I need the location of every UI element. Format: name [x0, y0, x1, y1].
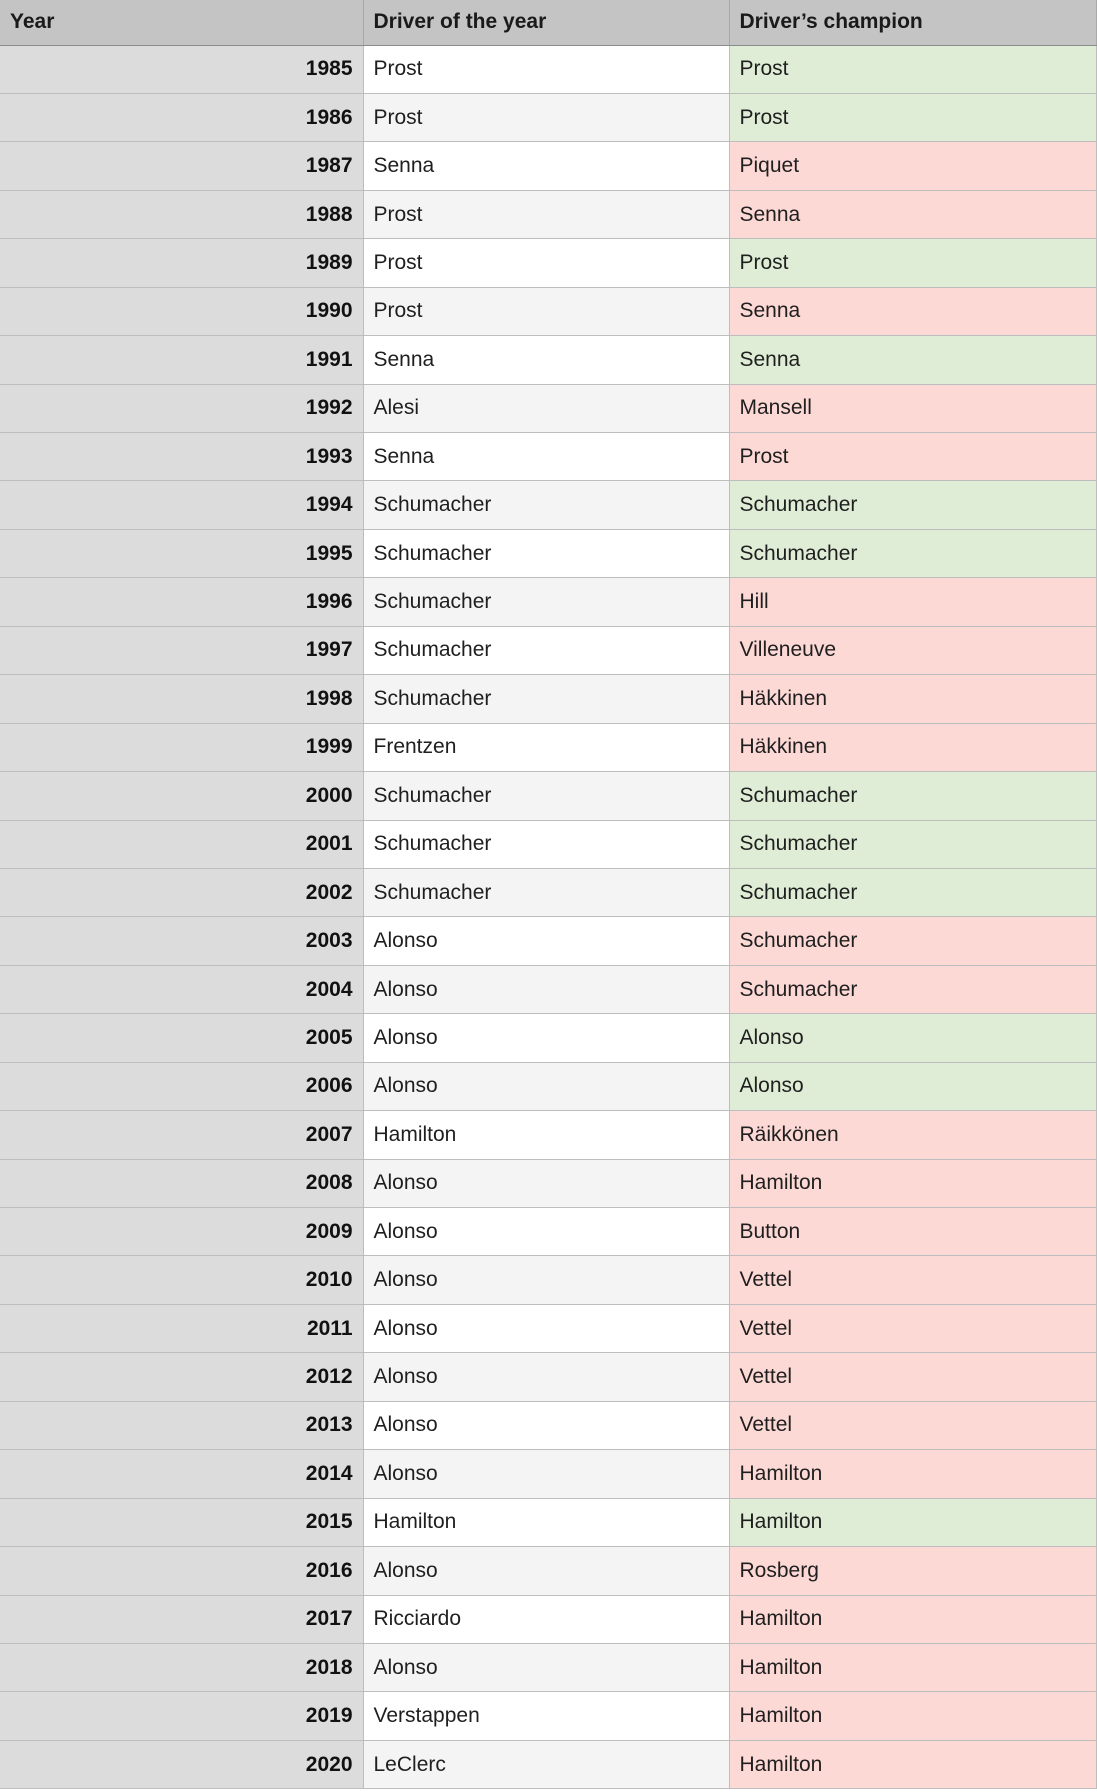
driver-of-year-cell[interactable]: Hamilton	[363, 1498, 729, 1546]
year-cell[interactable]: 1995	[0, 529, 363, 577]
driver-of-year-cell[interactable]: Prost	[363, 93, 729, 141]
table-row	[0, 45, 1096, 93]
champion-cell[interactable]: Vettel	[729, 1353, 1096, 1401]
champion-cell[interactable]: Rosberg	[729, 1547, 1096, 1595]
year-cell[interactable]: 1992	[0, 384, 363, 432]
champion-cell[interactable]: Prost	[729, 239, 1096, 287]
header-row	[0, 0, 1096, 45]
table-row	[0, 1643, 1096, 1691]
champion-cell[interactable]: Häkkinen	[729, 723, 1096, 771]
year-cell[interactable]: 1997	[0, 626, 363, 674]
champion-header[interactable]: Driver’s champion	[729, 0, 1096, 45]
table-row	[0, 1159, 1096, 1207]
table-row	[0, 433, 1096, 481]
table-row	[0, 93, 1096, 141]
table-row	[0, 1014, 1096, 1062]
champion-cell[interactable]: Schumacher	[729, 917, 1096, 965]
year-cell[interactable]: 2006	[0, 1062, 363, 1110]
driver-of-year-cell[interactable]: Alonso	[363, 1159, 729, 1207]
table-row	[0, 1256, 1096, 1304]
year-cell[interactable]: 2016	[0, 1547, 363, 1595]
year-cell[interactable]: 2004	[0, 965, 363, 1013]
year-cell[interactable]: 2015	[0, 1498, 363, 1546]
champion-cell[interactable]: Hamilton	[729, 1450, 1096, 1498]
year-cell[interactable]: 2017	[0, 1595, 363, 1643]
year-cell[interactable]: 1990	[0, 287, 363, 335]
year-cell[interactable]: 2002	[0, 868, 363, 916]
champion-cell[interactable]: Schumacher	[729, 820, 1096, 868]
champion-cell[interactable]: Hill	[729, 578, 1096, 626]
driver-of-year-cell[interactable]: Schumacher	[363, 626, 729, 674]
table-row	[0, 868, 1096, 916]
driver-of-year-cell[interactable]: Alonso	[363, 1256, 729, 1304]
driver-of-year-cell[interactable]: Alonso	[363, 1450, 729, 1498]
table-row	[0, 1595, 1096, 1643]
table-row	[0, 917, 1096, 965]
champion-cell[interactable]: Vettel	[729, 1256, 1096, 1304]
champion-cell[interactable]: Hamilton	[729, 1498, 1096, 1546]
table-row	[0, 1111, 1096, 1159]
table-row	[0, 1498, 1096, 1546]
table-row	[0, 772, 1096, 820]
driver-of-year-cell[interactable]: Schumacher	[363, 529, 729, 577]
year-cell[interactable]: 2001	[0, 820, 363, 868]
year-cell[interactable]: 2010	[0, 1256, 363, 1304]
champion-cell[interactable]: Piquet	[729, 142, 1096, 190]
table-row	[0, 336, 1096, 384]
table-row	[0, 239, 1096, 287]
driver-of-year-cell[interactable]: Prost	[363, 45, 729, 93]
driver-of-year-cell[interactable]: Frentzen	[363, 723, 729, 771]
year-cell[interactable]: 2012	[0, 1353, 363, 1401]
driver-of-year-cell[interactable]: Senna	[363, 336, 729, 384]
champion-cell[interactable]: Alonso	[729, 1062, 1096, 1110]
champion-cell[interactable]: Senna	[729, 190, 1096, 238]
year-cell[interactable]: 2018	[0, 1643, 363, 1691]
champion-cell[interactable]: Schumacher	[729, 529, 1096, 577]
driver-of-year-cell[interactable]: Alonso	[363, 1401, 729, 1449]
champion-cell[interactable]: Button	[729, 1208, 1096, 1256]
champion-cell[interactable]: Prost	[729, 45, 1096, 93]
driver-of-year-cell[interactable]: Schumacher	[363, 578, 729, 626]
champion-cell[interactable]: Vettel	[729, 1304, 1096, 1352]
table-row	[0, 190, 1096, 238]
year-cell[interactable]: 2003	[0, 917, 363, 965]
table-row	[0, 1401, 1096, 1449]
champion-cell[interactable]: Hamilton	[729, 1159, 1096, 1207]
year-header[interactable]: Year	[0, 0, 363, 45]
year-cell[interactable]: 1993	[0, 433, 363, 481]
year-cell[interactable]: 2019	[0, 1692, 363, 1740]
champion-cell[interactable]: Prost	[729, 433, 1096, 481]
year-cell[interactable]: 2005	[0, 1014, 363, 1062]
table-row	[0, 384, 1096, 432]
driver-of-year-cell[interactable]: Alonso	[363, 1062, 729, 1110]
year-cell[interactable]: 2011	[0, 1304, 363, 1352]
champion-cell[interactable]: Senna	[729, 287, 1096, 335]
table-row	[0, 481, 1096, 529]
champion-cell[interactable]: Schumacher	[729, 772, 1096, 820]
driver-of-year-cell[interactable]: Ricciardo	[363, 1595, 729, 1643]
table-row	[0, 723, 1096, 771]
table-row	[0, 529, 1096, 577]
table-row	[0, 1208, 1096, 1256]
year-cell[interactable]: 1999	[0, 723, 363, 771]
year-cell[interactable]: 1994	[0, 481, 363, 529]
table-row	[0, 1740, 1096, 1788]
driver-of-year-cell[interactable]: Senna	[363, 142, 729, 190]
champion-cell[interactable]: Hamilton	[729, 1643, 1096, 1691]
table-row	[0, 1353, 1096, 1401]
year-cell[interactable]: 1989	[0, 239, 363, 287]
driver-of-year-cell[interactable]: Alonso	[363, 965, 729, 1013]
year-cell[interactable]: 2013	[0, 1401, 363, 1449]
champion-cell[interactable]: Schumacher	[729, 965, 1096, 1013]
driver-of-year-cell[interactable]: Hamilton	[363, 1111, 729, 1159]
champion-cell[interactable]: Senna	[729, 336, 1096, 384]
champion-cell[interactable]: Villeneuve	[729, 626, 1096, 674]
champion-cell[interactable]: Prost	[729, 93, 1096, 141]
table-row	[0, 675, 1096, 723]
table-row	[0, 1062, 1096, 1110]
table-row	[0, 626, 1096, 674]
driver-of-year-header[interactable]: Driver of the year	[363, 0, 729, 45]
year-cell[interactable]: 2008	[0, 1159, 363, 1207]
table-row	[0, 578, 1096, 626]
driver-of-year-cell[interactable]: Schumacher	[363, 675, 729, 723]
champion-cell[interactable]: Hamilton	[729, 1692, 1096, 1740]
driver-of-year-cell[interactable]: Alonso	[363, 1304, 729, 1352]
driver-of-year-cell[interactable]: Alonso	[363, 1547, 729, 1595]
table-row	[0, 287, 1096, 335]
driver-of-year-cell[interactable]: Alonso	[363, 1208, 729, 1256]
driver-of-year-cell[interactable]: Prost	[363, 287, 729, 335]
champion-cell[interactable]: Häkkinen	[729, 675, 1096, 723]
champion-cell[interactable]: Räikkönen	[729, 1111, 1096, 1159]
year-cell[interactable]: 1987	[0, 142, 363, 190]
driver-of-year-cell[interactable]: Alonso	[363, 1353, 729, 1401]
year-cell[interactable]: 1996	[0, 578, 363, 626]
champion-cell[interactable]: Schumacher	[729, 481, 1096, 529]
year-cell[interactable]: 1988	[0, 190, 363, 238]
year-cell[interactable]: 2009	[0, 1208, 363, 1256]
table-row	[0, 965, 1096, 1013]
driver-of-year-cell[interactable]: Verstappen	[363, 1692, 729, 1740]
table-row	[0, 142, 1096, 190]
champion-cell[interactable]: Mansell	[729, 384, 1096, 432]
champion-cell[interactable]: Schumacher	[729, 868, 1096, 916]
year-cell[interactable]: 1986	[0, 93, 363, 141]
year-cell[interactable]: 1998	[0, 675, 363, 723]
year-cell[interactable]: 2020	[0, 1740, 363, 1788]
driver-of-year-cell[interactable]: LeClerc	[363, 1740, 729, 1788]
table-row	[0, 1450, 1096, 1498]
year-cell[interactable]: 2000	[0, 772, 363, 820]
table-row	[0, 1692, 1096, 1740]
driver-of-year-cell[interactable]: Prost	[363, 190, 729, 238]
driver-of-year-cell[interactable]: Alonso	[363, 1014, 729, 1062]
year-cell[interactable]: 1985	[0, 45, 363, 93]
table-row	[0, 1547, 1096, 1595]
driver-of-year-cell[interactable]: Prost	[363, 239, 729, 287]
driver-of-year-cell[interactable]: Schumacher	[363, 868, 729, 916]
driver-of-year-cell[interactable]: Senna	[363, 433, 729, 481]
year-cell[interactable]: 2007	[0, 1111, 363, 1159]
driver-of-year-cell[interactable]: Alesi	[363, 384, 729, 432]
champion-cell[interactable]: Alonso	[729, 1014, 1096, 1062]
driver-of-year-cell[interactable]: Alonso	[363, 917, 729, 965]
champion-cell[interactable]: Vettel	[729, 1401, 1096, 1449]
year-cell[interactable]: 1991	[0, 336, 363, 384]
champion-cell[interactable]: Hamilton	[729, 1595, 1096, 1643]
driver-of-year-cell[interactable]: Schumacher	[363, 820, 729, 868]
year-cell[interactable]: 2014	[0, 1450, 363, 1498]
driver-of-year-cell[interactable]: Schumacher	[363, 481, 729, 529]
table-row	[0, 1304, 1096, 1352]
table-row	[0, 820, 1096, 868]
driver-of-year-cell[interactable]: Schumacher	[363, 772, 729, 820]
driver-of-year-cell[interactable]: Alonso	[363, 1643, 729, 1691]
champion-cell[interactable]: Hamilton	[729, 1740, 1096, 1788]
